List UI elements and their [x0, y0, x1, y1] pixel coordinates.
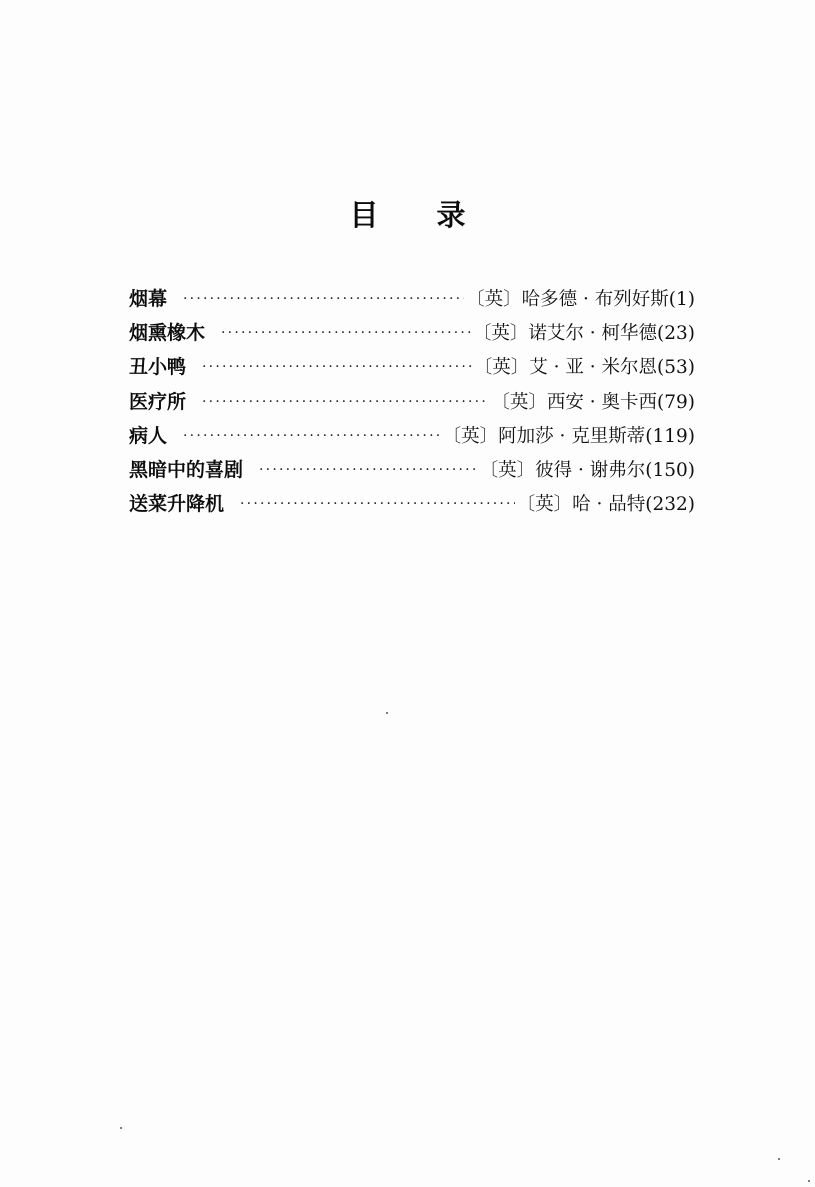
toc-entry-title: 烟熏橡木 — [129, 322, 206, 345]
toc-entry-title: 黑暗中的喜剧 — [129, 458, 244, 481]
toc-dot-leader — [202, 395, 489, 409]
toc-entry-author-page: 〔英〕西安 · 奥卡西(79) — [491, 391, 695, 413]
toc-dot-leader — [202, 360, 472, 374]
scan-speck — [808, 1180, 810, 1182]
toc-entry[interactable] — [129, 487, 695, 521]
toc-entry-title: 病人 — [129, 424, 168, 447]
toc-entry[interactable] — [129, 282, 695, 316]
toc-entry-author-page: 〔英〕哈多德 · 布列好斯(1) — [466, 289, 695, 310]
toc-entry-title: 烟幕 — [129, 288, 168, 310]
toc-entry-author-page: 〔英〕彼得 · 谢弗尔(150) — [479, 459, 695, 481]
toc-entry-title: 送菜升降机 — [129, 493, 225, 516]
toc-dot-leader — [240, 497, 515, 511]
toc-entry[interactable] — [129, 350, 695, 384]
toc-entry[interactable] — [129, 453, 695, 487]
toc-dot-leader — [183, 292, 464, 306]
toc-entry-author-page: 〔英〕艾 · 亚 · 米尔恩(53) — [473, 357, 695, 379]
table-of-contents — [129, 282, 695, 521]
toc-entry[interactable] — [129, 419, 695, 453]
scan-speck — [778, 1158, 780, 1160]
toc-dot-leader — [183, 429, 441, 443]
scan-speck — [120, 1127, 122, 1129]
page-title: 目录 — [349, 198, 524, 232]
toc-entry[interactable] — [129, 316, 695, 350]
toc-entry-title: 丑小鸭 — [129, 356, 187, 379]
toc-entry-author-page: 〔英〕阿加莎 · 克里斯蒂(119) — [442, 425, 695, 447]
toc-entry[interactable] — [129, 385, 695, 419]
scan-speck — [386, 712, 388, 714]
toc-entry-author-page: 〔英〕诺艾尔 · 柯华德(23) — [472, 323, 695, 345]
toc-entry-author-page: 〔英〕哈 · 品特(232) — [516, 494, 695, 516]
toc-dot-leader — [221, 326, 471, 340]
toc-dot-leader — [259, 463, 478, 477]
toc-entry-title: 医疗所 — [129, 390, 187, 413]
